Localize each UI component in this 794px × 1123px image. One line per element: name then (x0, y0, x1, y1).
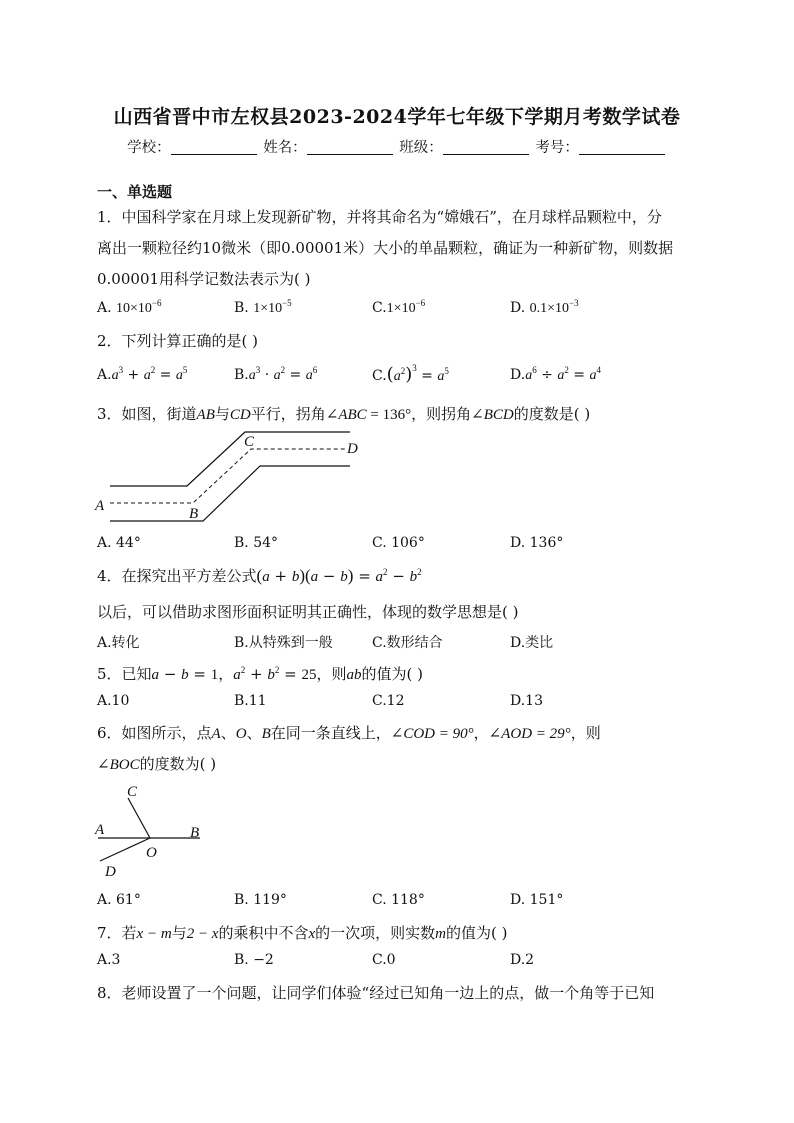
q5-option-a[interactable]: A.10 (97, 693, 130, 709)
q6-ray-od (100, 838, 150, 861)
q6-label-a: A (95, 822, 105, 838)
q4-option-d[interactable]: D.类比 (510, 635, 554, 651)
exam-number-label: 考号： (535, 140, 579, 156)
q6-label-d: D (105, 864, 116, 880)
q5-stem: 5．已知a − b = 1，$a^2 + b^2 = 25$，则ab的值为( ) (97, 665, 423, 683)
q2-option-c[interactable]: $C.(a^2)^3 = a^5$ (372, 363, 449, 385)
class-label: 班级： (399, 140, 443, 156)
q3-label-c: C (244, 434, 255, 450)
q6-ray-oc (128, 798, 150, 838)
q5-option-d[interactable]: D.13 (510, 693, 543, 709)
q6-stem-line-2: ∠BOC的度数为( ) (97, 755, 217, 773)
q6-option-d[interactable]: D. 151° (510, 892, 564, 908)
q4-option-c[interactable]: C.数形结合 (372, 635, 443, 651)
q1-option-b[interactable]: B. $1\times 10^{-5}$ (234, 298, 292, 316)
q1-line-3: 0.00001用科学记数法表示为( ) (97, 270, 311, 288)
q3-option-d[interactable]: D. 136° (510, 535, 564, 551)
q6-option-a[interactable]: A. 61° (97, 892, 141, 908)
q7-stem: 7．若x − m与2 − x的乘积中不含x的一次项，则实数m的值为( ) (97, 924, 508, 942)
q5-option-c[interactable]: C.12 (372, 693, 405, 709)
q1-option-c[interactable]: $C.1\times 10^{-6}$ (372, 298, 426, 316)
q5-option-b[interactable]: B.11 (234, 693, 267, 709)
q7-option-b[interactable]: B. −2 (234, 952, 274, 968)
q1-option-d[interactable]: D. $0.1\times 10^{-3}$ (510, 298, 579, 316)
q6-option-c[interactable]: C. 118° (372, 892, 425, 908)
q3-option-c[interactable]: C. 106° (372, 535, 425, 551)
q3-label-d: D (347, 441, 358, 457)
q6-stem-line-1: 6．如图所示，点A、O、B在同一条直线上，∠COD = 90°，∠AOD = 29°，则 (97, 724, 601, 742)
q1-line-2: 离出一颗粒径约10微米（即0.00001米）大小的单晶颗粒，确证为一种新矿物，则数据 (97, 239, 674, 257)
page-title: 山西省晋中市左权县2023-2024学年七年级下学期月考数学试卷 (113, 106, 681, 128)
q1-line-1: 1．中国科学家在月球上发现新矿物，并将其命名为“嫦娥石”，在月球样品颗粒中，分 (97, 208, 662, 226)
q1-option-a[interactable]: A. $10\times 10^{-6}$ (97, 298, 162, 316)
q3-stem: 3．如图，街道AB与CD平行，拐角∠ABC = 136°，则拐角∠BCD的度数是( ) (97, 405, 591, 423)
q7-option-c[interactable]: C.0 (372, 952, 396, 968)
q4-stem: 4．在探究出平方差公式$(a + b)(a - b) = a^2 - b^2$ (97, 566, 422, 585)
q4-option-a[interactable]: A.转化 (97, 635, 140, 651)
q7-option-d[interactable]: D.2 (510, 952, 535, 968)
q2-option-d[interactable]: $D.a^6 \div a^2 = a^4$ (510, 365, 601, 383)
q6-option-b[interactable]: B. 119° (234, 892, 287, 908)
q6-label-b: B (190, 825, 200, 841)
q2-option-b[interactable]: $B.a^3 \cdot a^2 = a^6$ (234, 365, 318, 383)
q3-label-a: A (95, 498, 105, 514)
name-label: 姓名： (263, 140, 307, 156)
q4-option-b[interactable]: B.从特殊到一般 (234, 635, 333, 651)
q4-line-2: 以后，可以借助求图形面积证明其正确性，体现的数学思想是( ) (97, 603, 519, 621)
q6-label-o: O (146, 845, 157, 861)
q7-option-a[interactable]: A.3 (97, 952, 121, 968)
q2-option-a[interactable]: $A.a^3 + a^2 = a^5$ (97, 365, 188, 383)
section-title: 一、单选题 (97, 183, 173, 201)
q3-option-a[interactable]: A. 44° (97, 535, 141, 551)
q3-label-b: B (189, 506, 199, 522)
school-label: 学校： (127, 140, 171, 156)
q6-label-c: C (127, 784, 138, 800)
q8-stem: 8．老师设置了一个问题，让同学们体验“经过已知角一边上的点，做一个角等于已知 (97, 984, 655, 1002)
q3-option-b[interactable]: B. 54° (234, 535, 279, 551)
q2-stem: 2．下列计算正确的是( ) (97, 332, 259, 350)
